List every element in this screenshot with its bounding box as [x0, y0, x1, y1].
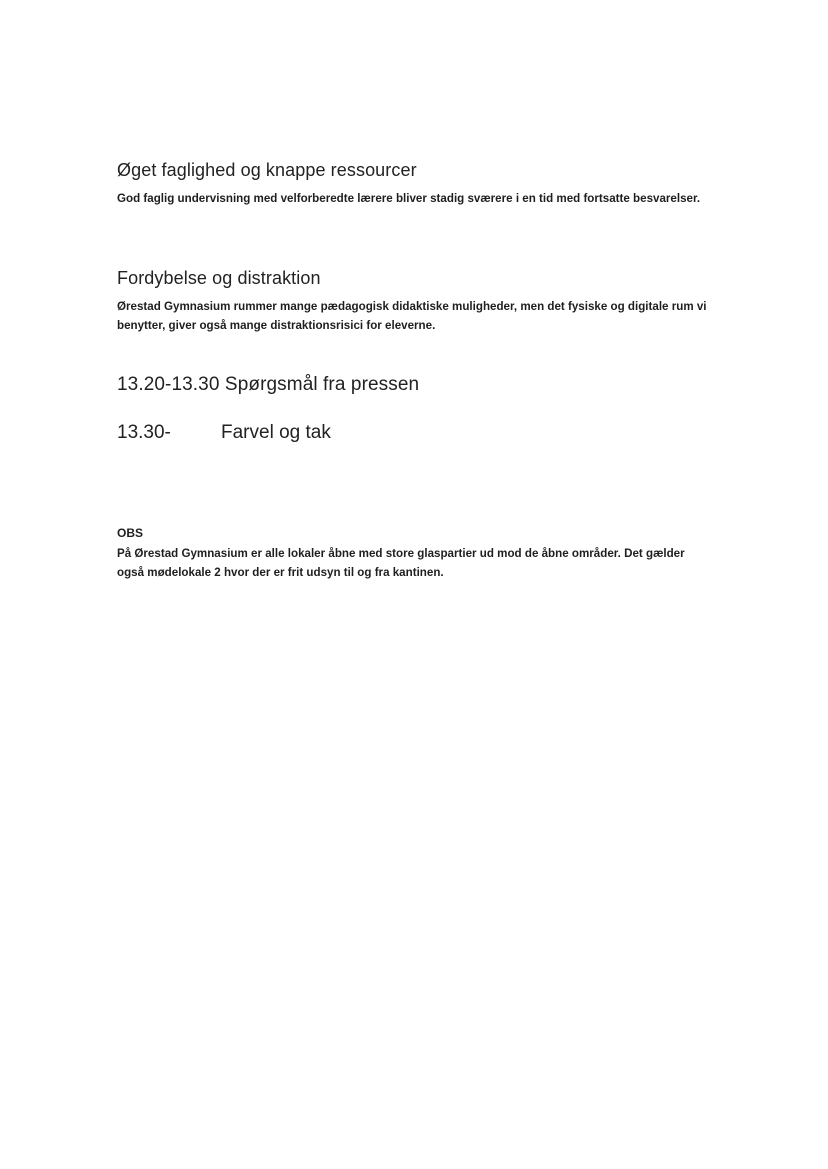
section-heading: Øget faglighed og knappe ressourcer [117, 160, 417, 180]
section-text: God faglig undervisning med velforberedte lærere bliver stadig sværere i en tid med fortsatte besvarelser. [117, 192, 701, 205]
obs-text: På Ørestad Gymnasium er alle lokaler åbne med store glaspartier ud mod de åbne områder. Det gælder også mødelokale 2 hvor der er frit udsyn til og fra kantinen. [117, 547, 685, 579]
agenda-item-pressen [117, 374, 419, 396]
section-text: Ørestad Gymnasium rummer mange pædagogisk didaktiske muligheder, men det fysiske og digitale rum vi benytter, giver også mange distraktionsrisici for eleverne. [117, 300, 707, 332]
agenda-label: Farvel og tak [221, 422, 331, 443]
agenda-label: Spørgsmål fra pressen [224, 374, 420, 395]
section-heading: Fordybelse og distraktion [117, 268, 321, 288]
section-faglighed [117, 160, 707, 208]
agenda-item-farvel [117, 422, 617, 448]
agenda-time: 13.20-13.30 [117, 374, 220, 395]
obs-title: OBS [117, 526, 144, 540]
agenda-time: 13.30- [117, 422, 171, 443]
section-fordybelse [117, 268, 707, 335]
obs-note [117, 526, 707, 582]
